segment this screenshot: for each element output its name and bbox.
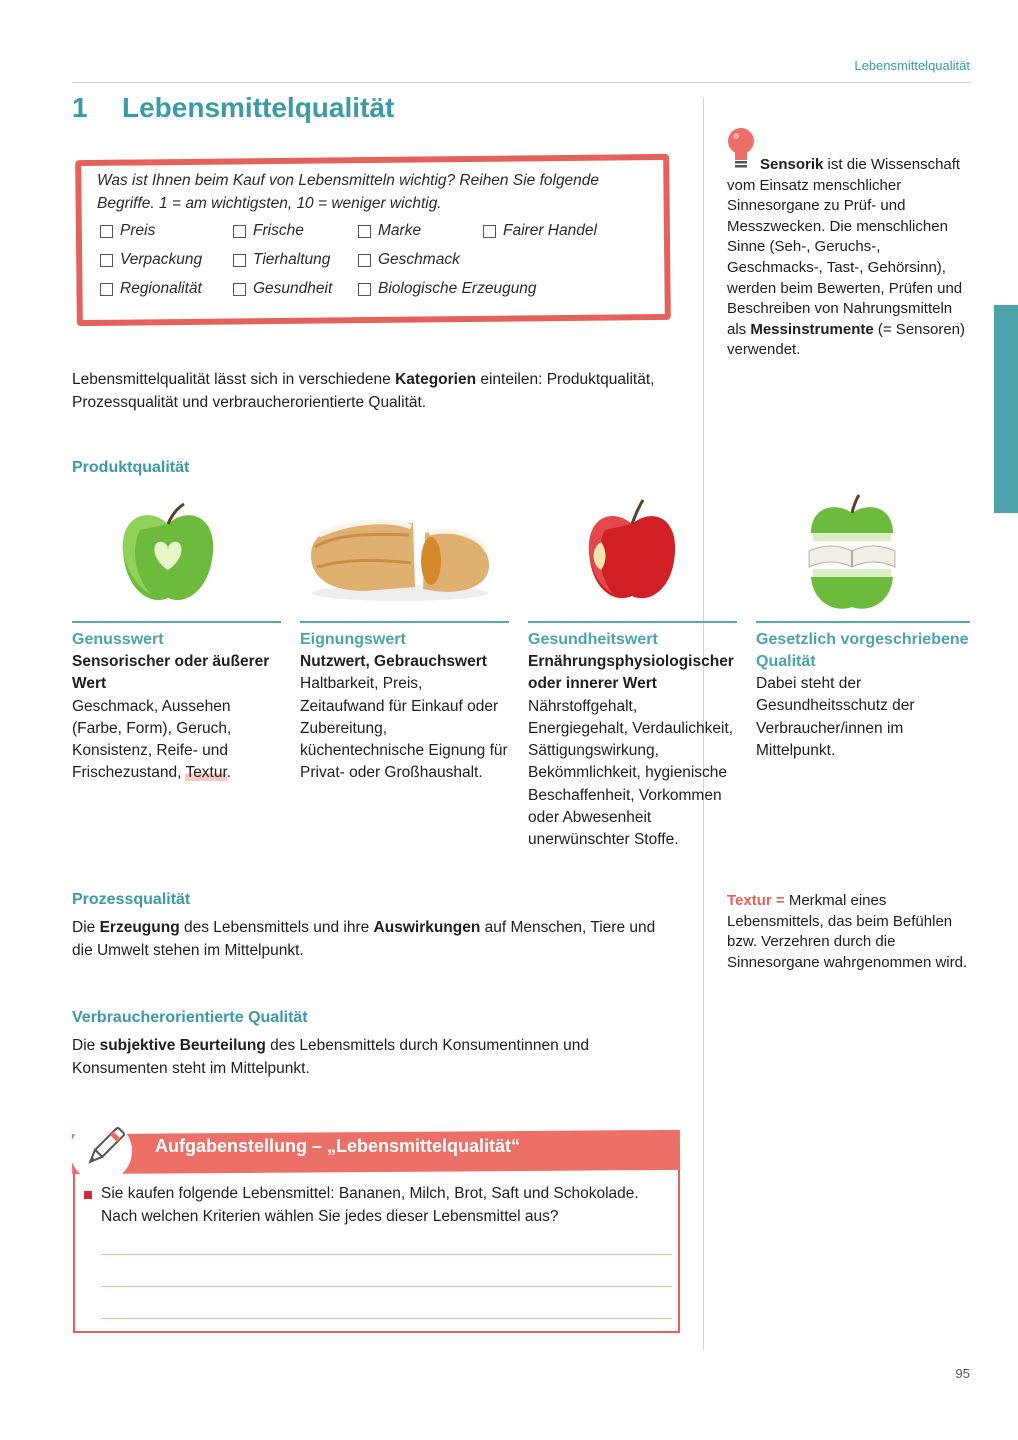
option-verpackung[interactable]: Verpackung: [100, 251, 202, 269]
card-title: Eignungswert: [300, 631, 406, 648]
card-subtitle: Ernährungsphysiologischer oder innerer Wert: [528, 653, 734, 693]
textur-note: Textur = Merkmal eines Lebensmittels, das beim Befühlen bzw. Verzehren durch die Sinnesorgane wahrgenommen wird.: [727, 892, 968, 971]
running-header: Lebensmittelqualität: [854, 58, 970, 73]
checkbox[interactable]: [233, 225, 246, 238]
option-geschmack[interactable]: Geschmack: [358, 251, 460, 269]
card-text: Haltbarkeit, Preis, Zeitaufwand für Einkauf oder Zubereitung, küchentechnische Eignung für Privat- oder Großhaushalt.: [300, 675, 508, 782]
option-regionalitaet[interactable]: Regionalität: [100, 280, 202, 298]
card-text: Nährstoffgehalt, Energiegehalt, Verdaulichkeit, Sättigungswirkung, Bekömmlichkeit, hygienische Beschaffenheit, Vorkommen oder Abwesenheit unerwünschter Stoffe.: [528, 697, 734, 849]
task-title: Aufgabenstellung – „Lebensmittelqualität“: [155, 1136, 521, 1156]
checkbox[interactable]: [100, 283, 113, 296]
answer-line[interactable]: [101, 1318, 672, 1319]
checkbox[interactable]: [358, 225, 371, 238]
card-divider: [72, 621, 281, 623]
checkbox[interactable]: [100, 254, 113, 267]
prozess-paragraph: Die Erzeugung des Lebensmittels und ihre Auswirkungen auf Menschen, Tiere und die Umwelt stehen im Mittelpunkt.: [72, 919, 656, 959]
header-divider: [72, 82, 970, 83]
chapter-title: Lebensmittelqualität: [122, 92, 395, 123]
card-divider: [528, 621, 737, 623]
card-subtitle: Sensorischer oder äußerer Wert: [72, 653, 270, 693]
option-biologische-erzeugung[interactable]: Biologische Erzeugung: [358, 280, 537, 298]
checkbox[interactable]: [233, 254, 246, 267]
option-fairer-handel[interactable]: Fairer Handel: [483, 222, 597, 240]
verbraucher-heading: Verbraucherorientierte Qualität: [72, 1009, 308, 1026]
checkbox[interactable]: [100, 225, 113, 238]
card-divider: [756, 621, 970, 623]
checkbox[interactable]: [483, 225, 496, 238]
option-gesundheit[interactable]: Gesundheit: [233, 280, 332, 298]
task-bullet: [84, 1191, 92, 1199]
answer-line[interactable]: [101, 1286, 672, 1287]
sensorik-note: Sensorik ist die Wissenschaft vom Einsatz menschlicher Sinnesorgane zu Prüf- und Messzwecken. Die menschlichen Sinne (Seh-, Geruchs-, Geschmacks-, Tast-, Gehörsinn), werden beim Bewerten, Prüfen und Beschreiben von Nahrungsmitteln als Messinstrumente (= Sensoren) verwendet.: [727, 156, 966, 359]
card-text: Geschmack, Aussehen (Farbe, Form), Geruch, Konsistenz, Reife- und Frischezustand, Textur.: [72, 697, 232, 782]
apple-heart-image: [118, 500, 218, 608]
card-title: Gesetzlich vorgeschriebene Qualität: [756, 631, 969, 670]
produkt-heading: Produktqualität: [72, 459, 190, 476]
intro-paragraph: Lebensmittelqualität lässt sich in verschiedene Kategorien einteilen: Produktqualität, Prozessqualität und verbraucherorientierte Qualität.: [72, 371, 655, 411]
option-preis[interactable]: Preis: [100, 222, 155, 240]
checkbox[interactable]: [358, 254, 371, 267]
card-gesetzlich: [756, 629, 970, 762]
apple-book-image: [805, 493, 899, 615]
checkbox[interactable]: [358, 283, 371, 296]
task-text: Sie kaufen folgende Lebensmittel: Bananen, Milch, Brot, Saft und Schokolade. Nach welchen Kriterien wählen Sie jedes dieser Lebensmittel aus?: [101, 1185, 639, 1225]
option-tierhaltung[interactable]: Tierhaltung: [233, 251, 330, 269]
answer-line[interactable]: [101, 1254, 672, 1255]
card-gesundheitswert: [528, 629, 739, 852]
card-title: Gesundheitswert: [528, 631, 658, 648]
card-eignungswert: [300, 629, 509, 785]
card-title: Genusswert: [72, 631, 164, 648]
option-frische[interactable]: Frische: [233, 222, 304, 240]
verbraucher-paragraph: Die subjektive Beurteilung des Lebensmittels durch Konsumentinnen und Konsumenten steht im Mittelpunkt.: [72, 1037, 589, 1077]
card-divider: [300, 621, 509, 623]
survey-question: Was ist Ihnen beim Kauf von Lebensmitteln wichtig? Reihen Sie folgende Begriffe. 1 = am wichtigsten, 10 = weniger wichtig.: [97, 172, 600, 212]
apple-bitten-image: [583, 498, 681, 606]
prozess-heading: Prozessqualität: [72, 891, 191, 908]
card-genusswert: [72, 629, 281, 785]
card-subtitle: Nutzwert, Gebrauchswert: [300, 653, 487, 670]
pen-icon: [80, 1122, 130, 1172]
option-marke[interactable]: Marke: [358, 222, 421, 240]
chapter-number: 1: [72, 92, 88, 123]
strudel-image: [305, 505, 495, 605]
card-text: Dabei steht der Gesundheitsschutz der Verbraucher/innen im Mittelpunkt.: [756, 675, 915, 759]
page-number: 95: [955, 1366, 970, 1381]
chapter-tab-marker: [994, 305, 1018, 513]
textur-highlight: Textur: [185, 764, 227, 782]
checkbox[interactable]: [233, 283, 246, 296]
